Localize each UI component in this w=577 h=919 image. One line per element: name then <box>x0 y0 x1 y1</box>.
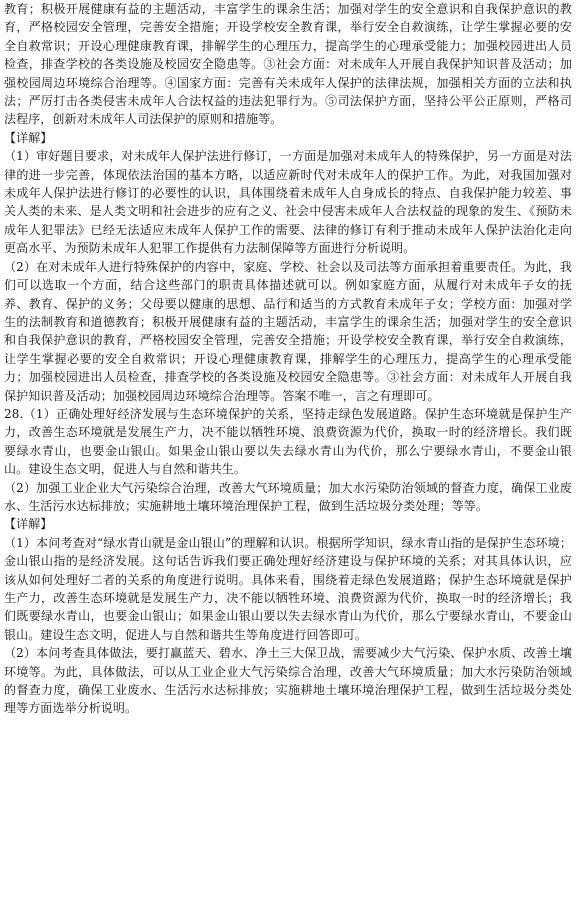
detail-28-part-1: （1）本问考查对“绿水青山就是金山银山”的理解和认识。根据所学知识，绿水青山指的是保护生态环境；金山银山指的是经济发展。这句话告诉我们要正确处理好经济建设与保护环境的关系；对其具体认识，应该从如何处理好二者的关系的角度进行说明。具体来看，围绕着走绿色发展道路；保护生态环境就是保护生产力，改善生态环境就是发展生产力，决不能以牺牲环境、浪费资源为代价，换取一时的经济增长；我们既要绿水青山，也要金山银山；如果金山银山要以失去绿水青山为代价，那么宁要绿水青山，不要金山银山。建设生态文明，促进人与自然和谐共生等角度进行回答即可。 <box>4 535 572 642</box>
detail-heading: 【详解】 <box>4 130 53 145</box>
answer-28-part-2: （2）加强工业企业大气污染综合治理，改善大气环境质量；加大水污染防治领域的督查力度，确保工业废水、生活污水达标排放；实施耕地土壤环境治理保护工程，做到生活垃圾分类处理；等等。 <box>4 480 572 513</box>
detail-paragraph-2: （2）在对未成年人进行特殊保护的内容中，家庭、学校、社会以及司法等方面承担着重要责任。为此，我们可以选取一个方面，结合这些部门的职责具体描述就可以。例如家庭方面，从履行对未成年子女的抚养、教育、保护的义务；父母要以健康的思想、品行和适当的方式教育未成年子女；学校方面：加强对学生的法制教育和道德教育；积极开展健康有益的主题活动，丰富学生的课余生活；加强对学生的安全意识和自我保护意识的教育，严格校园安全管理，完善安全措施；开设学校安全教育课，举行安全自救演练，让学生掌握必要的安全自救常识；开设心理健康教育课，排解学生的心理压力，提高学生的心理承受能力；加强校园进出人员检查，排查学校的各类设施及校园安全隐患等。③社会方面：对未成年人开展自我保护知识普及活动；加强校园周边环境综合治理等。答案不唯一，言之有理即可。 <box>4 259 572 403</box>
detail-heading-2: 【详解】 <box>4 517 53 532</box>
detail-28-part-2: （2）本问考查具体做法，要打赢蓝天、碧水、净土三大保卫战，需要减少大气污染、保护水质、改善土壤环境等。为此，具体做法，可以从工业企业大气污染综合治理，改善大气环境质量；加大水污染防治领域的督查力度，确保工业废水、生活污水达标排放；实施耕地土壤环境治理保护工程，做到生活垃圾分类处理等方面选举分析说明。 <box>4 646 572 716</box>
paragraph-school-society-state: 教育；积极开展健康有益的主题活动，丰富学生的课余生活；加强对学生的安全意识和自我保护意识的教育，严格校园安全管理，完善安全措施；开设学校安全教育课，举行安全自救演练，让学生掌握必要的安全自救常识；开设心理健康教育课，排解学生的心理压力，提高学生的心理承受能力；加强校园进出人员检查，排查学校的各类设施及校园安全隐患等。③社会方面：对未成年人开展自我保护知识普及活动；加强校园周边环境综合治理等。④国家方面：完善有关未成年人保护的法律法规，加强相关方面的立法和执法；严厉打击各类侵害未成年人合法权益的违法犯罪行为。⑤司法保护方面，坚持公平公正原则，严格司法程序，创新对未成年人司法保护的原则和措施等。 <box>4 2 572 127</box>
detail-paragraph-1: （1）审好题目要求，对未成年人保护法进行修订，一方面是加强对未成年人的特殊保护，另一方面是对法律的进一步完善，体现依法治国的基本方略，以适应新时代对未成年人的保护工作。为此，对我国加强对未成年人保护法进行修订的必要性的认识，具体围绕着未成年人自身成长的特点、自我保护能力较差、事关人类的未来、是人类文明和社会进步的应有之义、社会中侵害未成年人合法权益的现象的发生、《预防未成年人犯罪法》已经无法适应未成年人保护工作的需要、法律的修订有利于推动未成年人保护法治化走向更高水平、为预防未成年人犯罪工作提供有力法制保障等方面进行分析说明。 <box>4 149 572 256</box>
answer-28-part-1: 28.（1）正确处理好经济发展与生态环境保护的关系，坚持走绿色发展道路。保护生态环境就是保护生产力，改善生态环境就是发展生产力，决不能以牺牲环境、浪费资源为代价，换取一时的经济增长。我们既要绿水青山，也要金山银山。如果金山银山要以失去绿水青山为代价，那么宁要绿水青山，不要金山银山。建设生态文明，促进人与自然和谐共生。 <box>4 406 572 477</box>
answer-document <box>4 0 572 718</box>
